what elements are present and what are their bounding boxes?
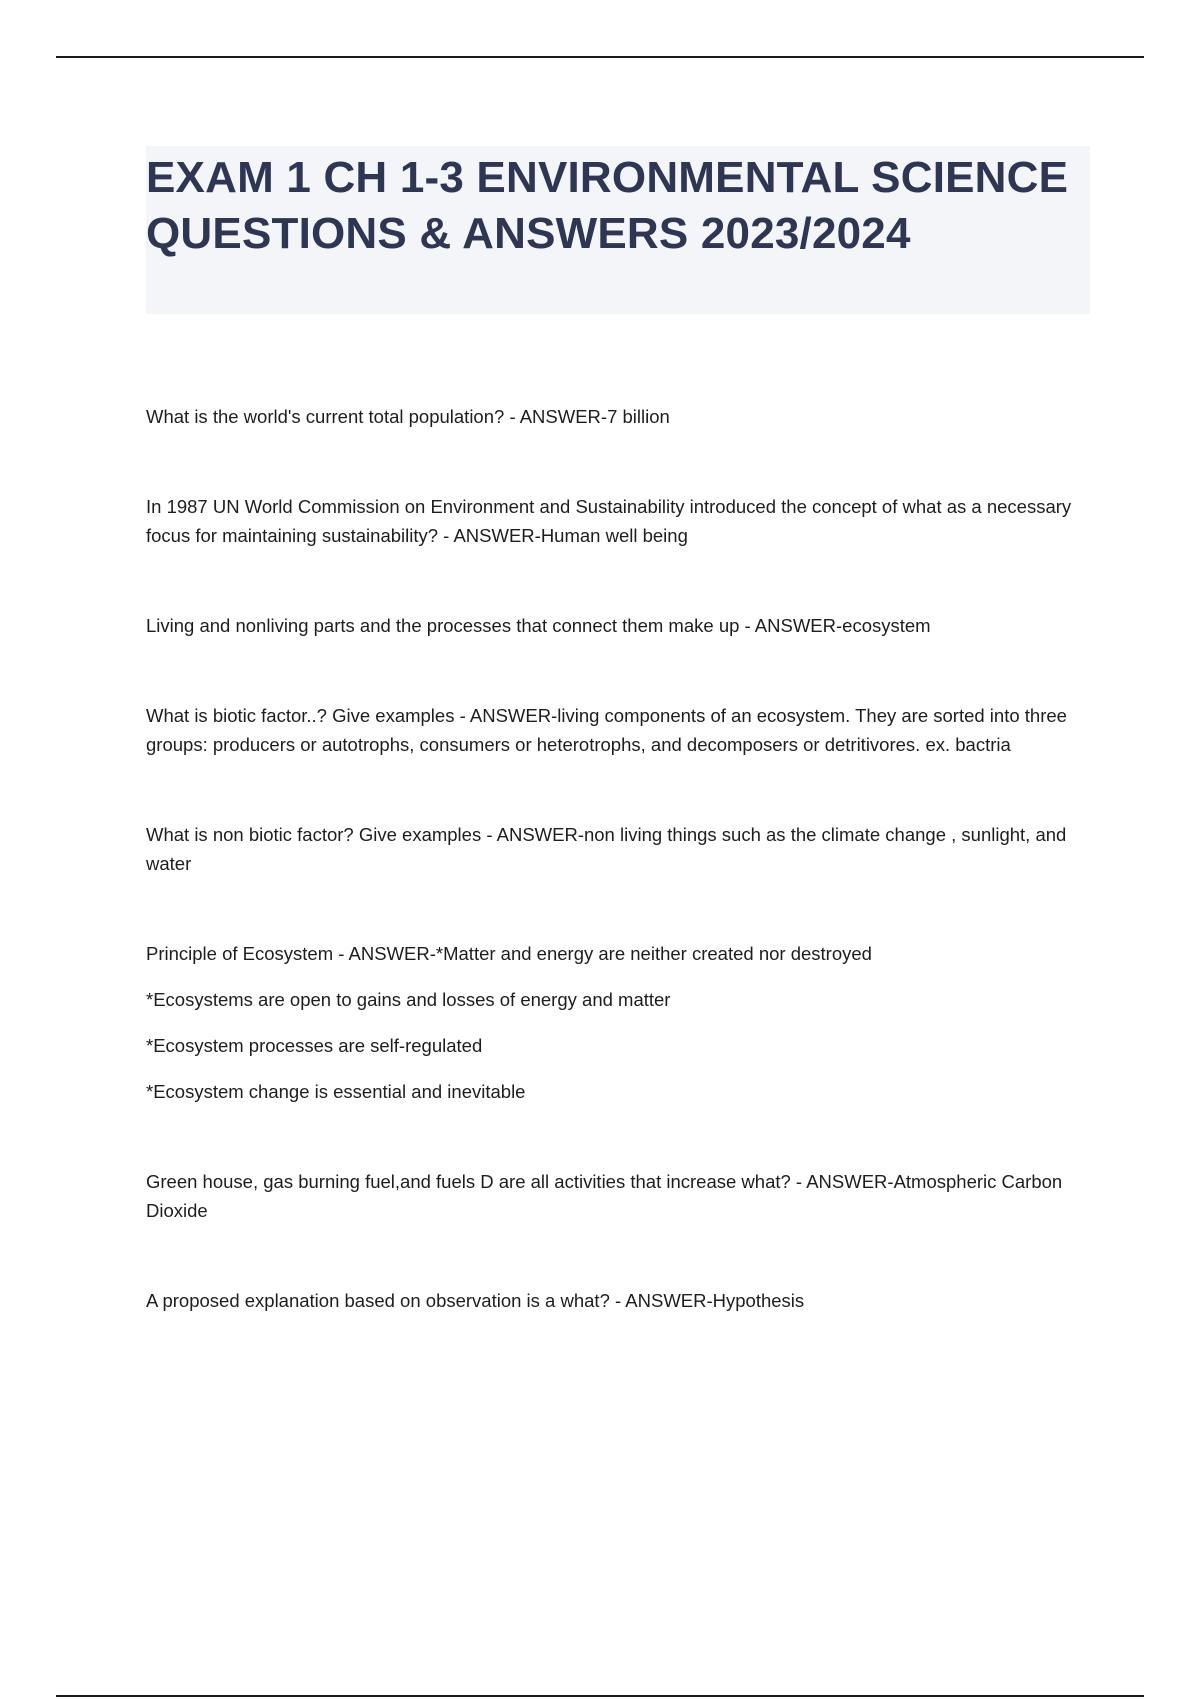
qa-item: [146, 939, 1096, 1106]
qa-text: A proposed explanation based on observation is a what? - ANSWER-Hypothesis: [146, 1290, 805, 1311]
qa-extra-line: *Ecosystems are open to gains and losses of energy and matter: [146, 989, 671, 1010]
qa-list: [146, 402, 1096, 1376]
qa-text: What is non biotic factor? Give examples - ANSWER-non living things such as the climate change , sunlight, and water: [146, 824, 1067, 874]
qa-text: Living and nonliving parts and the processes that connect them make up - ANSWER-ecosystem: [146, 615, 931, 636]
qa-item: [146, 611, 1096, 640]
document-title: EXAM 1 CH 1-3 ENVIRONMENTAL SCIENCE QUESTIONS & ANSWERS 2023/2024: [146, 153, 1069, 258]
qa-item: [146, 701, 1096, 759]
qa-item: [146, 820, 1096, 878]
qa-text: What is the world's current total population? - ANSWER-7 billion: [146, 406, 670, 427]
qa-extra-line: *Ecosystem processes are self-regulated: [146, 1035, 483, 1056]
title-block: [146, 146, 1090, 314]
qa-item: [146, 402, 1096, 431]
qa-text: What is biotic factor..? Give examples - ANSWER-living components of an ecosystem. They are sorted into three groups: producers or autotrophs, consumers or heterotrophs, and decomposers or detritivores. ex. bactria: [146, 705, 1067, 755]
top-divider: [56, 56, 1144, 58]
qa-item: [146, 1286, 1096, 1315]
bottom-divider: [56, 1695, 1144, 1697]
qa-text: Principle of Ecosystem - ANSWER-*Matter and energy are neither created nor destroyed: [146, 943, 872, 964]
qa-item: [146, 1167, 1096, 1225]
qa-item: [146, 492, 1096, 550]
qa-extra-line: *Ecosystem change is essential and inevitable: [146, 1081, 526, 1102]
qa-text: Green house, gas burning fuel,and fuels D are all activities that increase what? - ANSWER-Atmospheric Carbon Dioxide: [146, 1171, 1063, 1221]
qa-text: In 1987 UN World Commission on Environment and Sustainability introduced the concept of what as a necessary focus for maintaining sustainability? - ANSWER-Human well being: [146, 496, 1072, 546]
